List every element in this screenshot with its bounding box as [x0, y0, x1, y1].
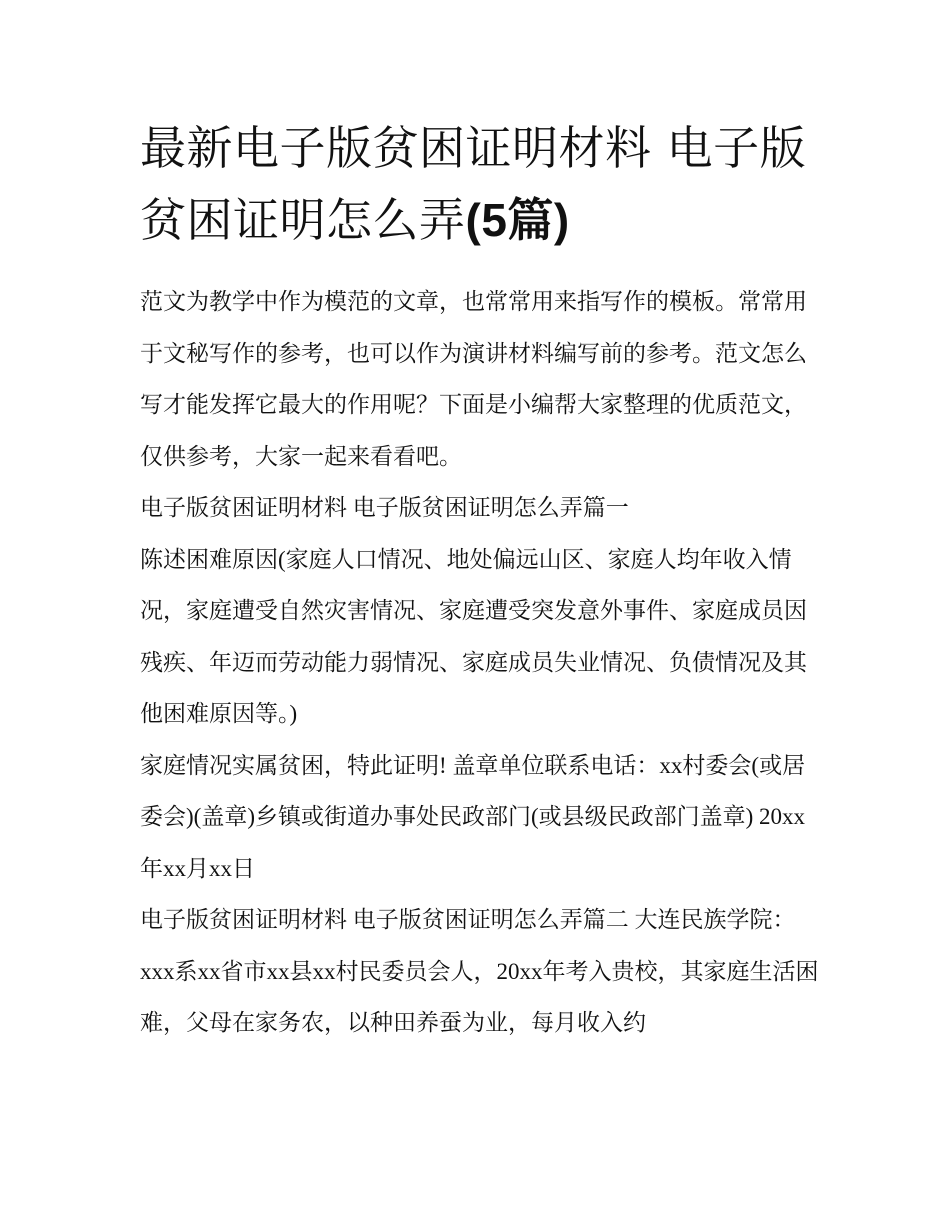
body-paragraph: xxx系xx省市xx县xx村民委员会人，20xx年考入贵校，其家庭生活困难，父母在家务农，以种田养蚕为业，每月收入约: [140, 958, 819, 1035]
document-body: [140, 276, 820, 1049]
document-title: [140, 112, 830, 256]
title-main: 最新电子版贫困证明材料 电子版贫困证明怎么弄: [140, 121, 807, 247]
intro-paragraph: 范文为教学中作为模范的文章，也常常用来指写作的模板。常常用于文秘写作的参考，也可以作为演讲材料编写前的参考。范文怎么写才能发挥它最大的作用呢？下面是小编帮大家整理的优质范文，仅供参考，大家一起来看看吧。: [140, 289, 807, 469]
title-suffix: (5篇): [465, 194, 570, 246]
body-paragraph: 家庭情况实属贫困，特此证明! 盖章单位联系电话：xx村委会(或居委会)(盖章)乡镇或街道办事处民政部门(或县级民政部门盖章) 20xx年xx月xx日: [140, 752, 806, 881]
body-paragraph: 陈述困难原因(家庭人口情况、地处偏远山区、家庭人均年收入情况，家庭遭受自然灾害情况、家庭遭受突发意外事件、家庭成员因残疾、年迈而劳动能力弱情况、家庭成员失业情况、负债情况及其他困难原因等。): [140, 546, 807, 726]
section-heading-1: 电子版贫困证明材料 电子版贫困证明怎么弄篇一: [140, 495, 629, 520]
section-heading-2: 电子版贫困证明材料 电子版贫困证明怎么弄篇二 大连民族学院：: [140, 907, 796, 932]
